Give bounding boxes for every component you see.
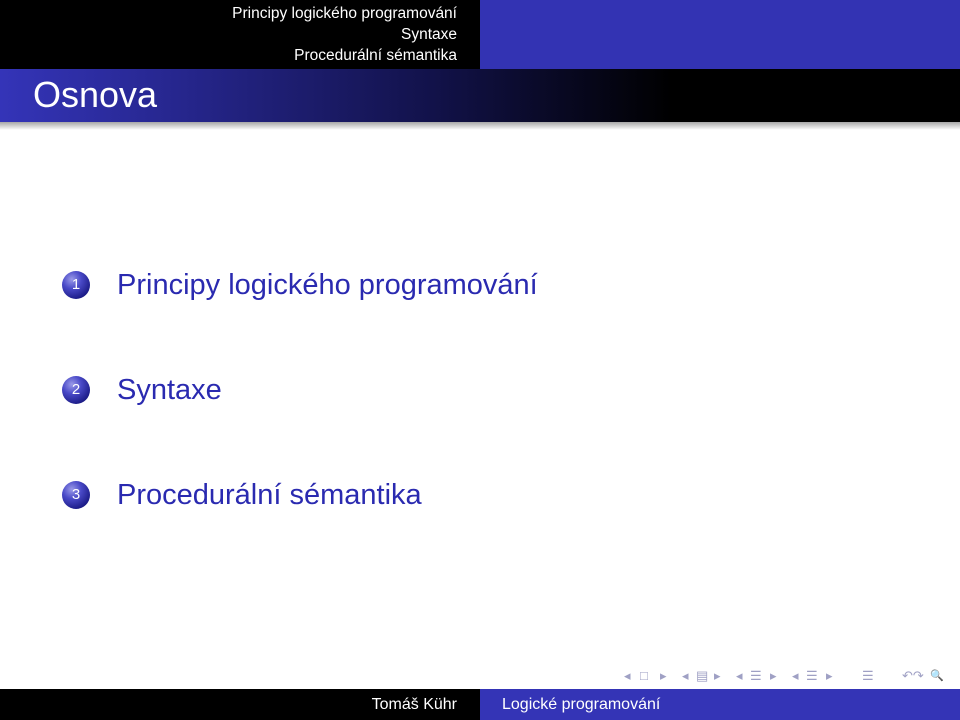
- nav-right-arrow-icon[interactable]: ▸: [714, 668, 721, 683]
- nav-right-arrow-icon[interactable]: ▸: [826, 668, 833, 683]
- nav-right-arrow-icon[interactable]: ▸: [660, 668, 667, 683]
- header-shadow: [0, 122, 960, 130]
- item-number-ball: 1: [62, 271, 90, 299]
- beamer-navigation-symbols: [624, 666, 960, 686]
- outline-item-label[interactable]: Principy logického programování: [117, 269, 538, 301]
- nav-section-proceduralni[interactable]: Procedurální sémantika: [294, 47, 457, 64]
- footer-author: Tomáš Kühr: [371, 696, 457, 713]
- nav-section-icon[interactable]: ☰: [750, 668, 762, 683]
- nav-left-arrow-icon[interactable]: ◂: [624, 668, 631, 683]
- footer-right: [480, 689, 960, 720]
- nav-left-arrow-icon[interactable]: ◂: [682, 668, 689, 683]
- nav-section-icon[interactable]: ☰: [806, 668, 818, 683]
- nav-section-principy[interactable]: Principy logického programování: [232, 5, 457, 22]
- slide-header: [0, 0, 960, 122]
- nav-right-arrow-icon[interactable]: ▸: [770, 668, 777, 683]
- footer-title: Logické programování: [502, 696, 661, 713]
- outline-item-label[interactable]: Syntaxe: [117, 374, 222, 406]
- slide-footer: [0, 689, 960, 720]
- nav-search-icon[interactable]: 🔍: [930, 670, 944, 682]
- frame-title: Osnova: [33, 74, 158, 115]
- outline-item-label[interactable]: Procedurální sémantika: [117, 479, 422, 511]
- section-navigation: [0, 3, 457, 66]
- nav-frame-icon[interactable]: □: [640, 668, 648, 683]
- nav-left-arrow-icon[interactable]: ◂: [736, 668, 743, 683]
- item-number-ball: 2: [62, 376, 90, 404]
- header-top-right: [480, 0, 960, 69]
- item-number-ball: 3: [62, 481, 90, 509]
- nav-section-syntaxe[interactable]: Syntaxe: [400, 26, 457, 43]
- nav-back-forward-icon[interactable]: ↶↷: [902, 668, 924, 683]
- footer-left: [0, 689, 480, 720]
- nav-left-arrow-icon[interactable]: ◂: [792, 668, 799, 683]
- nav-document-icon[interactable]: ☰: [862, 668, 874, 683]
- nav-subsection-icon[interactable]: ▤: [696, 668, 709, 683]
